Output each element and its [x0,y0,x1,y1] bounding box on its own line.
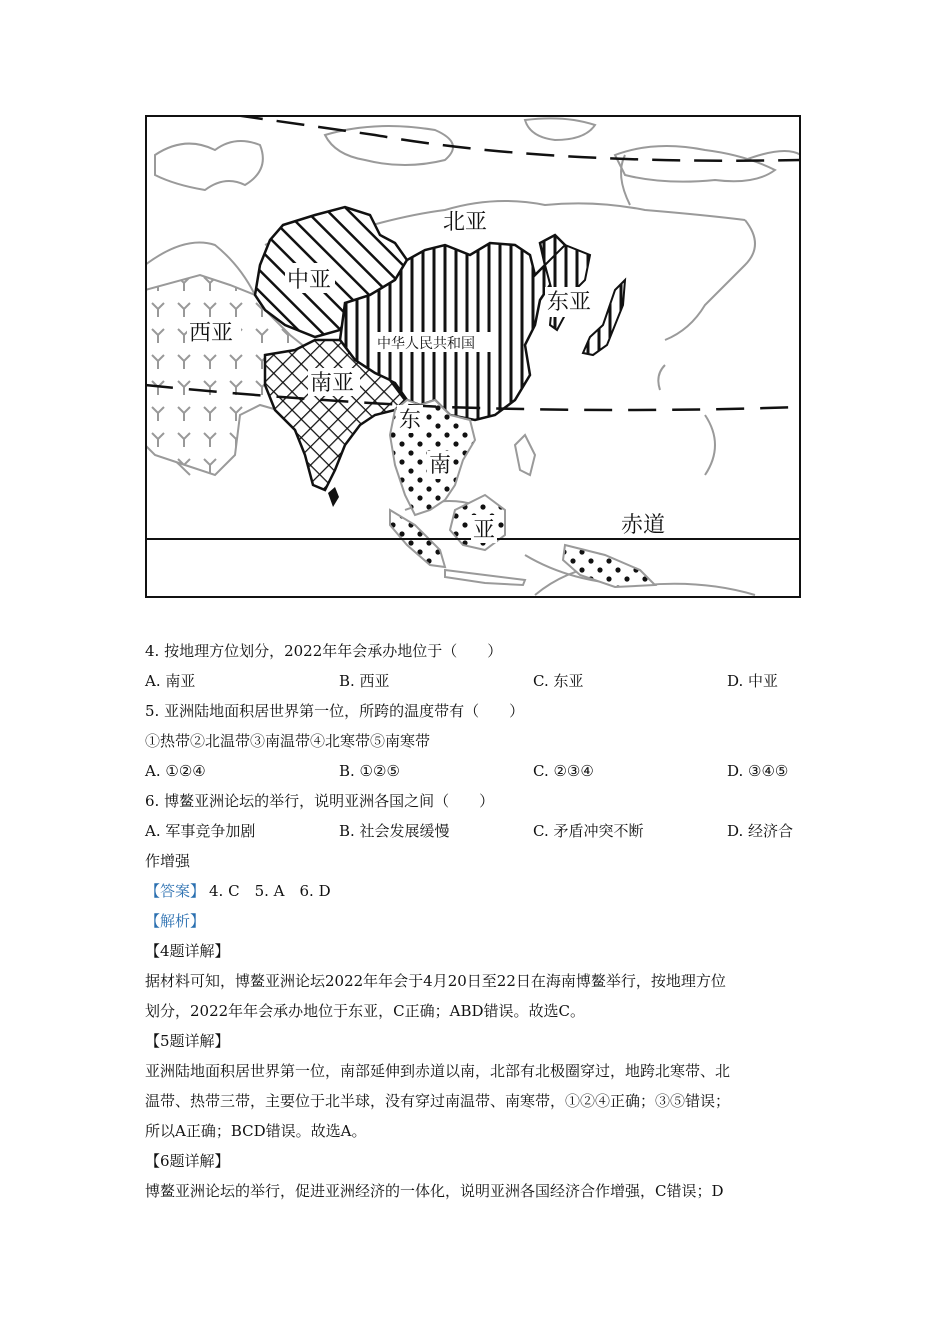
label-north-asia: 北亚 [443,210,488,235]
label-east-asia: 东亚 [547,290,592,315]
detail-5-line-2: 温带、热带三带，主要位于北半球，没有穿过南温带、南寒带，①②④正确；③⑤错误； [145,1092,731,1110]
label-southeast-asia-2: 南 [429,453,452,478]
question-4-stem: 4. 按地理方位划分，2022年年会承办地位于（ ） [145,642,503,660]
label-southeast-asia-3: 亚 [473,518,496,543]
question-5-options [145,756,801,786]
label-south-asia: 南亚 [310,371,355,396]
q6-option-b: B. 社会发展缓慢 [339,822,450,840]
question-6-options [145,816,801,846]
detail-4-line-1: 据材料可知，博鳌亚洲论坛2022年年会于4月20日至22日在海南博鳌举行，按地理方位 [145,972,726,990]
detail-4-line-2: 划分，2022年年会承办地位于东亚，C正确；ABD错误。故选C。 [145,1002,586,1020]
q6-option-c: C. 矛盾冲突不断 [533,822,644,840]
label-equator: 赤道 [621,513,666,538]
region-new-guinea [563,545,655,587]
asia-map-svg [145,115,801,598]
analysis-line [145,906,801,936]
answer-tag: 【答案】 [145,882,206,900]
q5-option-b: B. ①②⑤ [339,762,400,780]
detail-5-line-3: 所以A正确；BCD错误。故选A。 [145,1122,367,1140]
asia-region-map [145,115,801,598]
label-central-asia: 中亚 [287,268,332,293]
region-java [445,570,525,585]
q4-option-a: A. 南亚 [145,672,196,690]
q6-option-d: D. 经济合 [727,822,794,840]
detail-6-line-1: 博鳌亚洲论坛的举行，促进亚洲经济的一体化，说明亚洲各国经济合作增强，C错误；D [145,1182,724,1200]
arctic-circle-line [235,115,801,161]
question-6-continuation: 作增强 [145,852,191,870]
question-content [145,636,801,1206]
q5-option-a: A. ①②④ [145,762,206,780]
question-5-stem: 5. 亚洲陆地面积居世界第一位，所跨的温度带有（ ） [145,702,525,720]
answer-line [145,876,801,906]
answer-text: 4. C 5. A 6. D [209,882,331,900]
label-china: 中华人民共和国 [377,336,475,352]
label-southeast-asia-1: 东 [399,408,422,433]
q4-option-d: D. 中亚 [727,672,779,690]
q6-option-a: A. 军事竞争加剧 [145,822,256,840]
q4-option-c: C. 东亚 [533,672,584,690]
question-6-stem: 6. 博鳌亚洲论坛的举行，说明亚洲各国之间（ ） [145,792,495,810]
detail-6-heading: 【6题详解】 [145,1152,230,1170]
detail-5-heading: 【5题详解】 [145,1032,230,1050]
sri-lanka [328,487,339,507]
region-philippines [515,435,535,475]
q4-option-b: B. 西亚 [339,672,390,690]
q5-option-c: C. ②③④ [533,762,594,780]
question-4-options [145,666,801,696]
detail-4-heading: 【4题详解】 [145,942,230,960]
question-5-sub: ①热带②北温带③南温带④北寒带⑤南寒带 [145,732,431,750]
label-west-asia: 西亚 [189,321,234,346]
analysis-tag: 【解析】 [145,912,206,930]
detail-5-line-1: 亚洲陆地面积居世界第一位，南部延伸到赤道以南，北部有北极圈穿过，地跨北寒带、北 [145,1062,731,1080]
q5-option-d: D. ③④⑤ [727,762,789,780]
